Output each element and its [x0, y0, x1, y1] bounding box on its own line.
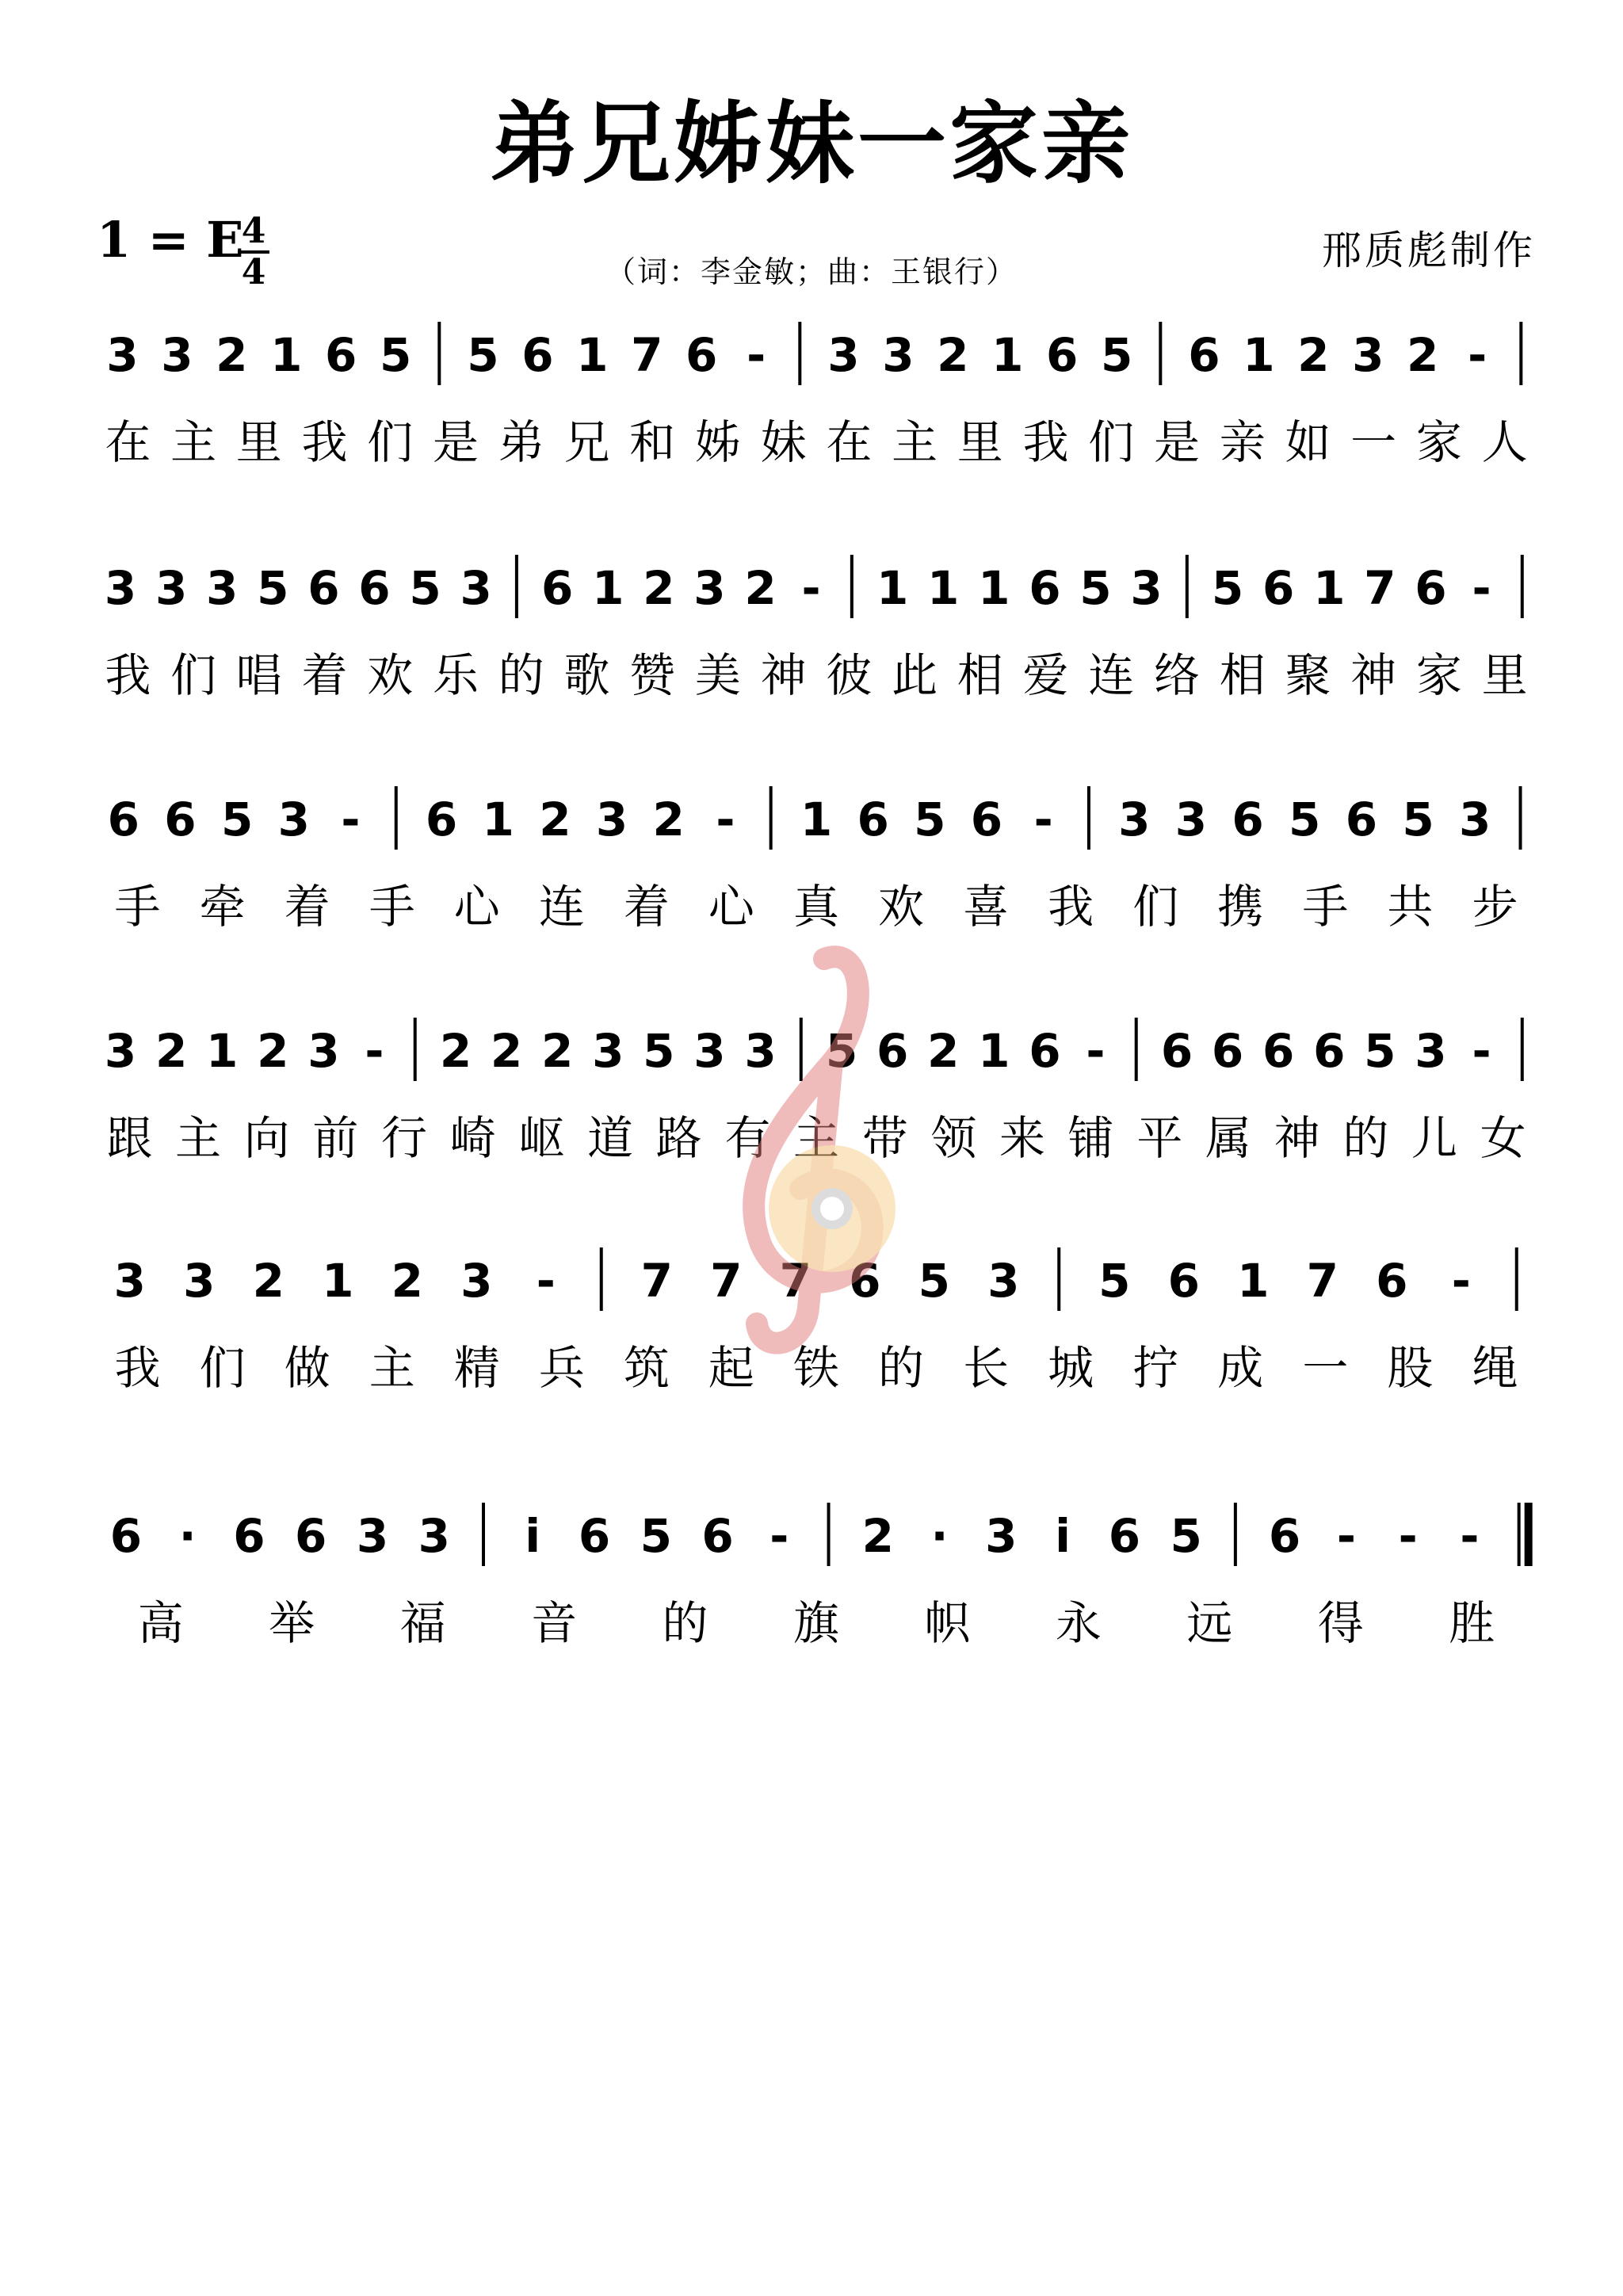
lyric-char: 前	[312, 1111, 359, 1165]
lyric-char: 歌	[563, 648, 610, 702]
maker-credit: 邢质彪制作	[1322, 227, 1536, 273]
note: 1	[876, 561, 909, 615]
lyric-char: 福	[399, 1596, 446, 1650]
dash-note: -	[1460, 1509, 1480, 1563]
lyric-char: 拧	[1132, 1341, 1179, 1395]
lyric-char: 远	[1186, 1596, 1233, 1650]
dash-note: -	[1468, 328, 1487, 382]
lyric-char: 有	[724, 1111, 771, 1165]
lyric-char: 精	[453, 1341, 500, 1395]
note: 2	[216, 328, 248, 382]
note: 3	[104, 561, 137, 615]
lyric-char: 高	[137, 1596, 184, 1650]
lyric-char: 成	[1217, 1341, 1264, 1395]
note: 1	[206, 1024, 239, 1078]
lyric-char: 绳	[1472, 1341, 1518, 1395]
note: 5	[643, 1024, 675, 1078]
note: 6	[109, 1509, 143, 1563]
dash-note: -	[1472, 1024, 1491, 1078]
lyric-char: 主	[892, 415, 938, 469]
note: 6	[1046, 328, 1079, 382]
lyric-char: 我	[114, 1341, 161, 1395]
lyric-char: 长	[963, 1341, 1010, 1395]
note: 2	[643, 561, 675, 615]
lyric-char: 着	[301, 648, 348, 702]
dash-note: -	[769, 1509, 789, 1563]
lyric-char: 是	[1153, 415, 1201, 469]
lyric-char: 连	[538, 880, 585, 934]
key-signature: 1 = E	[97, 211, 244, 269]
note: 3	[113, 1254, 146, 1308]
lyric-char: 一	[1350, 415, 1397, 469]
note: 1	[1243, 328, 1275, 382]
lyric-char: 相	[1219, 648, 1266, 702]
lyric-char: 共	[1387, 880, 1434, 934]
lyric-char: 美	[694, 648, 741, 702]
note: 3	[277, 793, 310, 846]
lyric-char: 步	[1472, 880, 1518, 934]
lyric-char: 兵	[538, 1341, 585, 1395]
lyric-char: 在	[826, 415, 873, 469]
lyric-char: 一	[1302, 1341, 1349, 1395]
note: 6	[876, 1024, 909, 1078]
dash-note: -	[747, 328, 766, 382]
lyric-char: 真	[792, 880, 840, 934]
lyric-char: 弟	[498, 415, 544, 469]
lyric-char: 心	[453, 880, 500, 934]
note: 5	[1402, 793, 1434, 846]
dash-note: -	[716, 793, 735, 846]
note: 2	[490, 1024, 523, 1078]
lyric-char: 带	[861, 1111, 908, 1165]
note: 1	[592, 561, 624, 615]
note: 2	[539, 793, 571, 846]
note: 3	[693, 1024, 726, 1078]
note: 3	[1459, 793, 1491, 846]
dash-note: -	[536, 1254, 556, 1308]
dash-note: -	[1086, 1024, 1106, 1078]
note: 6	[325, 328, 357, 382]
note: 3	[155, 561, 188, 615]
lyric-char: 唱	[235, 648, 282, 702]
note: 6	[1167, 1254, 1200, 1308]
note: 5	[379, 328, 412, 382]
lyric-char: 跟	[106, 1111, 153, 1165]
note: 3	[882, 328, 915, 382]
note: 6	[1262, 1024, 1295, 1078]
note: 6	[1160, 1024, 1193, 1078]
lyric-char: 里	[235, 415, 282, 469]
lyric-char: 平	[1136, 1111, 1183, 1165]
lyric-char: 欢	[367, 648, 414, 702]
note: 1	[576, 328, 609, 382]
note: 3	[1118, 793, 1151, 846]
note: 6	[578, 1509, 611, 1563]
lyric-char: 我	[1022, 415, 1069, 469]
lyric-char: 永	[1055, 1596, 1102, 1650]
lyric-char: 的	[662, 1596, 708, 1650]
note: 1	[482, 793, 514, 846]
lyric-char: 们	[1088, 415, 1135, 469]
lyric-char: 亲	[1219, 415, 1266, 469]
lyric-char: 们	[1132, 880, 1179, 934]
note: 1	[1313, 561, 1346, 615]
lyric-char: 神	[1274, 1111, 1320, 1165]
note: 6	[685, 328, 718, 382]
note: 2	[1407, 328, 1439, 382]
note: 6	[1415, 561, 1447, 615]
time-signature-lower: 4	[241, 252, 266, 292]
note: 1	[322, 1254, 354, 1308]
lyric-char: 此	[892, 648, 938, 702]
note: 7	[1364, 561, 1396, 615]
note: 2	[937, 328, 969, 382]
note: 5	[220, 793, 254, 846]
lyric-char: 筑	[623, 1341, 670, 1395]
dash-note: -	[1472, 561, 1491, 615]
note: 5	[409, 561, 441, 615]
dash-note: -	[365, 1024, 384, 1078]
note: 7	[640, 1254, 673, 1308]
lyric-char: 彼	[826, 648, 873, 702]
lyric-char: 爱	[1022, 648, 1069, 702]
note: 6	[1232, 793, 1264, 846]
note: 5	[640, 1509, 672, 1563]
dash-note: -	[1398, 1509, 1418, 1563]
lyric-char: 是	[432, 415, 479, 469]
lyric-char: 手	[369, 880, 415, 934]
note: 3	[183, 1254, 216, 1308]
time-signature-upper: 4	[241, 211, 266, 251]
note: 3	[161, 328, 193, 382]
note: 7	[1306, 1254, 1338, 1308]
lyric-char: 帜	[924, 1596, 971, 1650]
note: 5	[257, 561, 289, 615]
note: 2	[391, 1254, 423, 1308]
note: 3	[460, 1254, 493, 1308]
lyric-char: 向	[243, 1111, 290, 1165]
lyric-char: 主	[792, 1111, 840, 1165]
note: 1	[978, 1024, 1010, 1078]
lyric-char: 路	[655, 1111, 702, 1165]
note: 3	[104, 1024, 137, 1078]
note: 3	[206, 561, 239, 615]
lyric-char: 兄	[563, 415, 610, 469]
lyric-char: 举	[269, 1596, 315, 1650]
note: 6	[701, 1509, 734, 1563]
note: 3	[595, 793, 628, 846]
lyric-char: 股	[1387, 1341, 1434, 1395]
note: 3	[592, 1024, 624, 1078]
note: 6	[1108, 1509, 1141, 1563]
lyric-char: 聚	[1285, 648, 1331, 702]
note: 3	[106, 328, 139, 382]
lyric-char: 手	[114, 880, 161, 934]
note: 6	[1313, 1024, 1346, 1078]
lyric-char: 手	[1302, 880, 1349, 934]
lyric-char: 我	[301, 415, 348, 469]
note: 3	[693, 561, 726, 615]
note: 6	[1211, 1024, 1244, 1078]
lyric-char: 崎	[449, 1111, 496, 1165]
lyric-char: 里	[957, 415, 1003, 469]
note: 6	[1188, 328, 1220, 382]
note: 1	[991, 328, 1024, 382]
lyric-char: 赞	[629, 648, 676, 702]
note: 2	[927, 1024, 960, 1078]
note: 3	[1130, 561, 1163, 615]
note: 3	[460, 561, 492, 615]
note: 3	[1352, 328, 1384, 382]
note: i	[525, 1509, 541, 1563]
lyric-char: 主	[174, 1111, 222, 1165]
lyric-char: 主	[369, 1341, 415, 1395]
note: 6	[1262, 561, 1295, 615]
note: 3	[1415, 1024, 1447, 1078]
lyric-char: 牵	[199, 880, 246, 934]
lyric-char: 神	[760, 648, 807, 702]
note: 2	[1297, 328, 1330, 382]
lyric-char: 我	[1048, 880, 1094, 934]
lyric-char: 城	[1048, 1341, 1094, 1395]
lyric-char: 络	[1153, 648, 1201, 702]
lyric-char: 家	[1415, 415, 1462, 469]
note: 3	[356, 1509, 389, 1563]
lyric-char: 来	[999, 1111, 1046, 1165]
lyric-char: 的	[1342, 1111, 1389, 1165]
lyric-char: 心	[708, 880, 754, 934]
lyric-char: 我	[105, 648, 151, 702]
lyric-char: 和	[629, 415, 676, 469]
note: 3	[827, 328, 860, 382]
note: 7	[631, 328, 663, 382]
dash-note: -	[1336, 1509, 1356, 1563]
note: 5	[1289, 793, 1321, 846]
note: 6	[521, 328, 554, 382]
note: 6	[1376, 1254, 1408, 1308]
note: 6	[358, 561, 391, 615]
lyric-char: 儿	[1411, 1111, 1458, 1165]
note: 2	[652, 793, 685, 846]
lyric-char: 的	[498, 648, 544, 702]
note: 5	[1079, 561, 1112, 615]
note: 6	[164, 793, 197, 846]
lyric-char: 们	[367, 415, 414, 469]
lyric-char: 岖	[518, 1111, 565, 1165]
note: 5	[825, 1024, 858, 1078]
note: 3	[985, 1509, 1018, 1563]
note: 6	[1268, 1509, 1301, 1563]
dash-note: -	[341, 793, 361, 846]
note: 5	[914, 793, 946, 846]
note: 5	[1364, 1024, 1396, 1078]
note: i	[1055, 1509, 1071, 1563]
lyric-char: 姊	[694, 415, 741, 469]
note: 6	[1345, 793, 1378, 846]
lyric-char: 神	[1350, 648, 1397, 702]
note: 3	[1174, 793, 1208, 846]
note: 6	[1029, 1024, 1061, 1078]
note: 5	[1100, 328, 1133, 382]
note: 6	[849, 1254, 881, 1308]
note: ·	[178, 1509, 197, 1563]
lyric-char: 主	[170, 415, 217, 469]
note: 2	[155, 1024, 188, 1078]
lyric-char: 欢	[878, 880, 925, 934]
lyric-char: 做	[284, 1341, 330, 1395]
lyric-char: 着	[284, 880, 330, 934]
lyric-char: 妹	[760, 415, 807, 469]
lyric-char: 家	[1415, 648, 1462, 702]
lyric-char: 领	[930, 1111, 977, 1165]
note: 3	[418, 1509, 450, 1563]
note: 5	[918, 1254, 950, 1308]
note: 1	[270, 328, 303, 382]
lyric-char: 如	[1285, 415, 1331, 469]
note: 5	[1098, 1254, 1131, 1308]
lyric-char: 道	[586, 1111, 634, 1165]
lyric-char: 的	[878, 1341, 925, 1395]
lyric-char: 们	[170, 648, 217, 702]
note: 6	[540, 561, 574, 615]
lyric-char: 相	[957, 648, 1003, 702]
lyric-char: 起	[708, 1341, 754, 1395]
note: 1	[927, 561, 960, 615]
note: 2	[439, 1024, 472, 1078]
lyric-char: 在	[105, 415, 151, 469]
lyric-char: 携	[1217, 880, 1264, 934]
note: 3	[987, 1254, 1020, 1308]
note: 6	[857, 793, 889, 846]
note: 6	[107, 793, 140, 846]
lyric-char: 乐	[432, 648, 479, 702]
dash-note: -	[1033, 793, 1053, 846]
note: 2	[257, 1024, 289, 1078]
note: 6	[425, 793, 458, 846]
lyric-char: 得	[1317, 1596, 1364, 1650]
note: 2	[744, 561, 777, 615]
lyric-char: 铁	[792, 1341, 840, 1395]
note: 1	[800, 793, 833, 846]
note: 5	[1170, 1509, 1202, 1563]
lyric-char: 们	[199, 1341, 246, 1395]
note: ·	[930, 1509, 949, 1563]
note: 1	[978, 561, 1010, 615]
note: 6	[970, 793, 1003, 846]
note: 7	[710, 1254, 743, 1308]
lyric-char: 胜	[1449, 1596, 1495, 1650]
note: 1	[1237, 1254, 1270, 1308]
lyric-char: 着	[623, 880, 670, 934]
lyric-char: 铺	[1067, 1111, 1114, 1165]
lyric-char: 里	[1481, 648, 1528, 702]
dash-note: -	[801, 561, 821, 615]
lyric-char: 人	[1481, 415, 1528, 469]
note: 6	[1029, 561, 1061, 615]
lyric-char: 行	[380, 1111, 428, 1165]
song-title: 弟兄姊妹一家亲	[490, 92, 1133, 196]
lyric-char: 音	[531, 1596, 578, 1650]
note: 2	[861, 1509, 894, 1563]
credits: （词：李金敏；曲：王银行）	[605, 254, 1018, 289]
note: 3	[744, 1024, 777, 1078]
note: 6	[233, 1509, 265, 1563]
note: 7	[779, 1254, 812, 1308]
lyric-char: 属	[1205, 1111, 1252, 1165]
lyric-char: 喜	[963, 880, 1010, 934]
dash-note: -	[1451, 1254, 1471, 1308]
note: 6	[295, 1509, 327, 1563]
note: 3	[307, 1024, 340, 1078]
lyric-char: 旗	[792, 1596, 840, 1650]
lyric-char: 女	[1480, 1111, 1526, 1165]
note: 2	[540, 1024, 574, 1078]
note: 6	[307, 561, 340, 615]
note: 5	[1211, 561, 1244, 615]
note: 5	[467, 328, 499, 382]
note: 2	[252, 1254, 285, 1308]
lyric-char: 连	[1088, 648, 1135, 702]
